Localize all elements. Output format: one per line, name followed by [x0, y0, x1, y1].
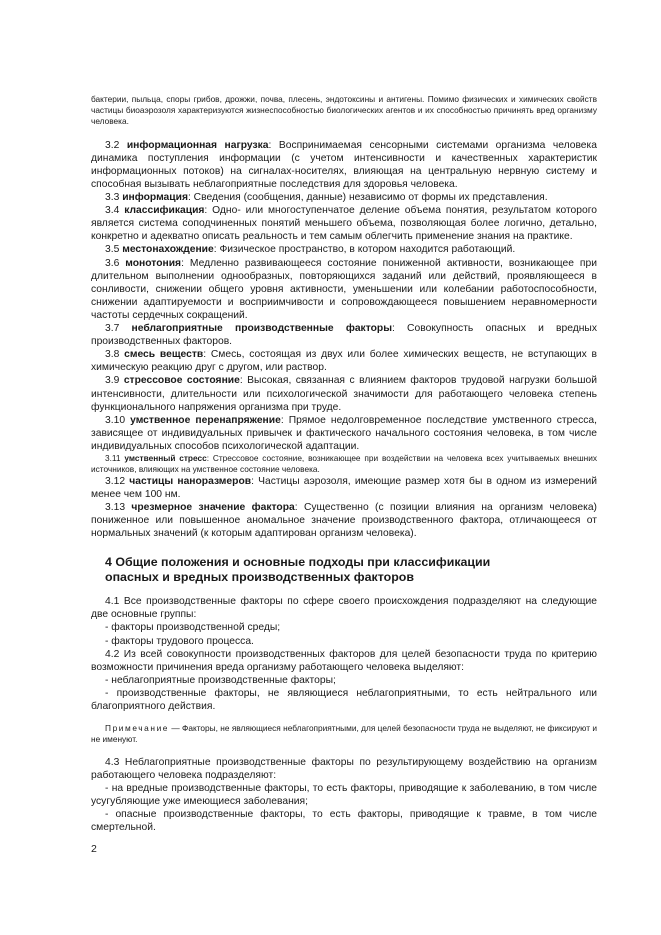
term: частицы наноразмеров	[129, 475, 252, 487]
paragraph-4-3: 4.3 Неблагоприятные производственные факторы по результирующему воздействию на организм работающего человека подразделяют:	[91, 756, 597, 781]
list-item: - производственные факторы, не являющиеся неблагоприятными, то есть нейтрального или благоприятного действия.	[91, 687, 597, 712]
term: неблагоприятные производственные факторы	[131, 323, 392, 335]
definition-3-11: 3.11 умственный стресс: Стрессовое состояние, возникающее при воздействии на человека всех учитываемых внешних источников, влияющих на умственное состояние человека.	[91, 452, 597, 474]
list-item: - неблагоприятные производственные факторы;	[105, 674, 336, 686]
term: смесь веществ	[124, 349, 204, 361]
term: информационная нагрузка	[126, 139, 269, 151]
definition-3-3: 3.3 информация: Сведения (сообщения, данные) независимо от формы их представления.	[105, 192, 548, 204]
definition-3-8: 3.8 смесь веществ: Смесь, состоящая из двух или более химических веществ, не вступающих в химическую реакцию друг с другом, или раствор.	[91, 349, 597, 374]
definition-3-6: 3.6 монотония: Медленно развивающееся состояние пониженной активности, возникающее при длительном выполнении однообразных, повторяющихся заданий или действий, проявляющееся в сонливости, снижении общего уровня активности, уменьшении или колебании работоспособности, снижении адаптируемости и восприимчивости и сопровождающееся повышением неравномерности частоты сердечных сокращений.	[91, 257, 597, 321]
term: классификация	[124, 205, 205, 217]
list-item: - факторы трудового процесса.	[105, 635, 254, 647]
term: информация	[122, 192, 188, 204]
list-item: - факторы производственной среды;	[105, 622, 281, 634]
note-label: Примечание	[105, 723, 170, 734]
term: умственный стресс	[124, 452, 207, 463]
definition-3-12: 3.12 частицы наноразмеров: Частицы аэрозоля, имеющие размер хотя бы в одном из измерений менее чем 100 нм.	[91, 475, 597, 500]
term: чрезмерное значение фактора	[131, 501, 295, 513]
list-item: - опасные производственные факторы, то есть факторы, приводящие к травме, в том числе смертельной.	[91, 809, 597, 834]
document-page	[91, 94, 597, 834]
term: монотония	[125, 257, 182, 269]
definitions-list	[91, 139, 597, 541]
page-number: 2	[91, 843, 97, 855]
definition-3-13: 3.13 чрезмерное значение фактора: Существенно (с позиции влияния на организм человека) пониженное или повышенное аномальное значение производственного фактора, отличающееся от нормальных значений (к которым адаптирован организм человека).	[91, 501, 597, 540]
definition-3-9: 3.9 стрессовое состояние: Высокая, связанная с влиянием факторов трудовой нагрузки большой интенсивности, длительности или психологической значимости для работающего человека степень функционального напряжения организма при труде.	[91, 375, 597, 413]
definition-3-5: 3.5 местонахождение: Физическое пространство, в котором находится работающий.	[105, 244, 516, 256]
definition-3-7: 3.7 неблагоприятные производственные факторы: Совокупность опасных и вредных производственных факторов.	[91, 323, 597, 348]
term: стрессовое состояние	[123, 375, 240, 387]
list-item: - на вредные производственные факторы, то есть факторы, приводящие к заболеванию, в том числе усугубляющие уже имеющиеся заболевания;	[91, 783, 597, 808]
paragraph-4-2: 4.2 Из всей совокупности производственных факторов для целей безопасности труда по критерию возможности причинения вреда организму работающего человека выделяют:	[91, 648, 597, 673]
term: местонахождение	[122, 244, 214, 256]
term: умственное перенапряжение	[130, 414, 281, 426]
intro-paragraph: бактерии, пыльца, споры грибов, дрожжи, почва, плесень, эндотоксины и антигены. Помимо физических и химических свойств частицы биоаэрозоля характеризуются жизнеспособностью биологических агентов и их способностью причинять вред организму человека.	[91, 94, 597, 126]
note: Примечание — Факторы, не являющиеся неблагоприятными, для целей безопасности труда не выделяют, не фиксируют и не именуют.	[91, 723, 597, 744]
definition-3-2: 3.2 информационная нагрузка: Воспринимаемая сенсорными системами организма человека динамика поступления информации (с учетом интенсивности и качественных характеристик информационных потоков) на сигналах-носителях, влияющая на центральную нервную систему и способная вызывать неблагоприятные последствия для здоровья человека.	[91, 139, 597, 190]
section-4-heading: 4 Общие положения и основные подходы при классификации опасных и вредных производственных факторов	[105, 555, 491, 584]
paragraph-4-1: 4.1 Все производственные факторы по сфере своего происхождения подразделяют на следующие две основные группы:	[91, 596, 597, 621]
definition-3-10: 3.10 умственное перенапряжение: Прямое недолговременное последствие умственного стресса, зависящее от индивидуальных привычек и фактического начального состояния человека, в том числе индивидуальных способов психологической адаптации.	[91, 414, 597, 452]
definition-3-4: 3.4 классификация: Одно- или многоступенчатое деление объема понятия, результатом которого является система соподчиненных понятий меньшего объема, позволяющая более логично, детально, конкретно и адекватно описать реальность и тем самым облегчить применение знания на практике.	[91, 205, 597, 243]
